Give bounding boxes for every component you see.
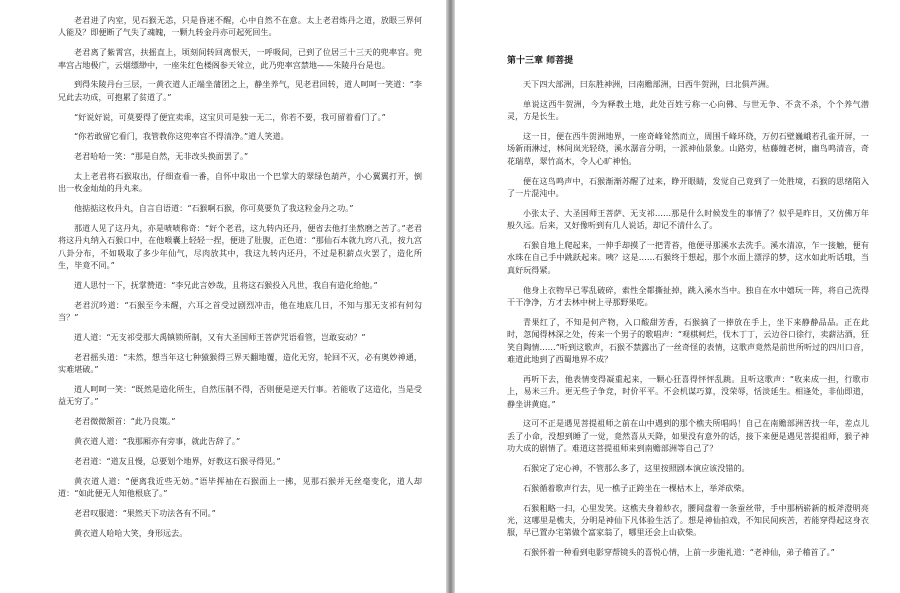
paragraph: 老君哈哈一笑：“那是自然，无非改头换面罢了。” (74, 151, 249, 162)
paragraph: 老君道：“道友且慢，总要划个地界，好教这石猴寻得见。” (74, 455, 281, 466)
left-page (0, 0, 446, 593)
paragraph: 石猴粗略一扫，心里发笑。这樵夫身着紗衣，腰间盘着一条蚕丝带，手中那柄崭新的板斧澄明亮光，这哪里是樵夫，分明是神仙下凡体验生活了。想是神仙拍戏，不知民间疾苦，若能穿得起这身衣服，早已置办宅第做个富家翁了，哪里还会上山砍柴。 (507, 502, 869, 538)
paragraph: “你若敢留它看门，我管教你这兜率宫不得清净。”道人笑道。 (74, 131, 289, 142)
paragraph: 老君微微颔首：“此乃良策。” (74, 416, 176, 427)
paragraph: 这一日，便在西牛贺洲地界，一座奇峰耸然而立，周围千峰环绕，万仞石壁巍峨若孔雀开屏，一场新雨淋过，林间岚光轻绕，溪水潺音分明，一派神仙景象。山路旁，枯藤缠老树，幽鸟鸣清音，奇花瑞草，翠竹高木，令人心旷神怡。 (507, 131, 869, 166)
right-page (455, 0, 900, 593)
paragraph: 他身上衣物早已零乱破碎，索性全都撕扯掉，跳入溪水当中。独自在水中嬉玩一阵，将自己洗得干干净净，方才去林中树上寻那野果吃。 (507, 284, 869, 308)
paragraph: 黄衣道人道：“我那厢亦有旁事，就此告辞了。” (74, 436, 241, 447)
paragraph: 道人思忖一下，抚掌赞道：“李兄此言妙哉，且将这石猴投入凡世，我自有造化给他。” (74, 280, 378, 291)
paragraph: 石猴定了定心神，不管那么多了，这里按照剧本演应该没错的。 (523, 463, 750, 474)
paragraph: 太上老君将石猴取出，仔细查看一番，自怀中取出一个巴掌大的翠绿色葫芦，小心翼翼打开，倒出一枚金灿灿的丹丸来。 (58, 171, 422, 194)
paragraph: 石猴循着歌声行去，见一樵子正跨坐在一棵枯木上，举斧砍柴。 (523, 482, 750, 493)
paragraph: 那道人见了这丹丸，亦是啧啧称奇：“好个老君，这九转内还丹，便省去他打坐熬磨之苦了。”老君将这丹丸纳入石猴口中，在他喉囊上轻轻一捏，便进了肚腹，正色道：“那仙石本就九窍八孔，按九宫八卦分布，不如吸取了多少年仙气，尽肉放其中，我这九转内还丹，不过是积薪点火罢了，造化所生，毕竟不同。” (58, 223, 422, 271)
paragraph: 老君摇头道：“未然，想当年这七种猿猴得三界天翻地覆，造化无穷，轮回不灭，必有奥妙神通，实难堪破。” (58, 351, 422, 375)
left-page-text (58, 14, 422, 546)
paragraph: 这可不正是遇见菩提祖师之前在山中遇到的那个樵夫所唱吗！自己在南赡部洲苦找一年，差点儿丢了小命，没想到睡了一觉，竟然喜从天降，如果没有意外的话，接下来便是遇见菩提祖师，猴子神功大成的剧情了。难道这菩提祖师来到南赡部洲等自己了？ (507, 418, 869, 454)
page-gutter (446, 0, 455, 593)
right-page-text (507, 55, 869, 566)
paragraph: 天下四大部洲，曰东胜神洲，曰南赡部洲，曰西牛贺洲，曰北俱芦洲。 (523, 79, 774, 89)
paragraph: 便在这鸟鸣声中，石猴渐渐苏醒了过来，睁开眼睛，发觉自己竟到了一处胜境，石猴的思绪陷入了一片混沌中。 (507, 175, 869, 199)
paragraph: 再听下去，他表情变得凝重起来，一颗心狂喜得怦怦乱跳。且听这歌声：“收来成一担，行歌市上，易米三升。更无些子争竞，时价平平。不会机谋巧算，没荣辱，恬淡延生。相逢处，非仙即道，静坐讲黄庭。” (507, 373, 869, 409)
paragraph: 石猴自地上爬起来，一伸手却摸了一把青苔，他便寻那溪水去洗手。溪水清凉，乍一接触，便有水珠在自己手中跳跃起来。咦？这是……石猴终于想起，那个水面上漂浮的梦，这水如此听话哦，当真好玩得紧。 (507, 240, 869, 275)
paragraph: 石猴怀着一种看到电影穿帮镜头的喜悦心情，上前一步施礼道：“老神仙，弟子稽首了。” (523, 547, 835, 558)
chapter-title: 第十三章 师菩提 (507, 56, 574, 66)
paragraph: 黄衣道人道：“便离我近些无妨。”语毕挥袖在石猴面上一拂，见那石猴并无丝毫变化，道人却道：“如此便无人知他根底了。” (58, 475, 422, 499)
paragraph: 小张太子、大圣国师王菩萨、无支祁……那是什么时候发生的事情了？似乎是昨日，又仿佛万年般久远。后来，又好像听到有几人说话，却记不清什么了。 (507, 207, 869, 231)
paragraph: 老君进了内室，见石猴无恙，只是昏迷不醒，心中自然不在意。太上老君炼丹之道，放眼三界何人能及？即便断了气失了魂魄，一颗九转金丹亦可起死回生。 (58, 15, 422, 38)
paragraph: 老君沉吟道：“石猴至今未醒，六耳之首受过剧烈冲击，他在地底几日，不知与那无支祁有何勾当？” (58, 299, 422, 323)
paragraph: 他掂掂这枚丹丸，自言自语道：“石猴啊石猴，你可莫要负了我这粒金丹之功。” (74, 203, 354, 214)
paragraph: 老君离了紫霄宫，扶摇直上，顷刻间转回离恨天，一呼吸间，已到了位居三十三天的兜率宫。兜率宫占地极广，云烟缥缈中，一座朱红色楼阁参天耸立，此乃兜率宫禁地——朱陵丹台是也。 (58, 47, 422, 70)
paragraph: 老君叹服道：“果然天下功法各有不同。” (74, 507, 216, 518)
paragraph: 到得朱陵丹台三层，一黄衣道人正端坐蒲团之上，静坐养气，见老君回转，道人呵呵一笑道：“李兄此去功成，可抱累了贫道了。” (58, 79, 422, 102)
paragraph: 道人呵呵一笑：“既然是造化所生，自然压制不得，否则便是逆天行事。若能收了这造化，当是受益无穷了。” (58, 384, 422, 407)
paragraph: 道人道：“无支祁受那大禹镇锁所制，又有大圣国师王菩萨咒语看管，岂敢妄动？” (74, 332, 366, 343)
paragraph: 青果红了，不知是何产物，入口酸甜芳香，石猴摘了一捧放在手上，坐下来静静品品。正在此时，忽闻得林深之处，传来一个男子的歌唱声：“观棋柯烂，伐木丁丁，云边谷口徐行，卖薪沽酒，狂笑自陶情……”听到这歌声，石猴不禁露出了一丝奇怪的表情，这歌声竟然是前世所听过的四川口音，难道此地到了西蜀地界不成？ (507, 316, 869, 365)
paragraph: 黄衣道人哈哈大笑，身形远去。 (74, 527, 188, 538)
paragraph: “好说好说，可莫要得了便宜卖乖，这宝贝可是独一无二，你若不要，我可留着看门了。” (74, 111, 386, 122)
paragraph: 单说这西牛贺洲，今为释教土地，此处百姓亏称一心向佛、与世无争、不贪不杀，个个养气潜灵，方是长生。 (507, 98, 869, 122)
